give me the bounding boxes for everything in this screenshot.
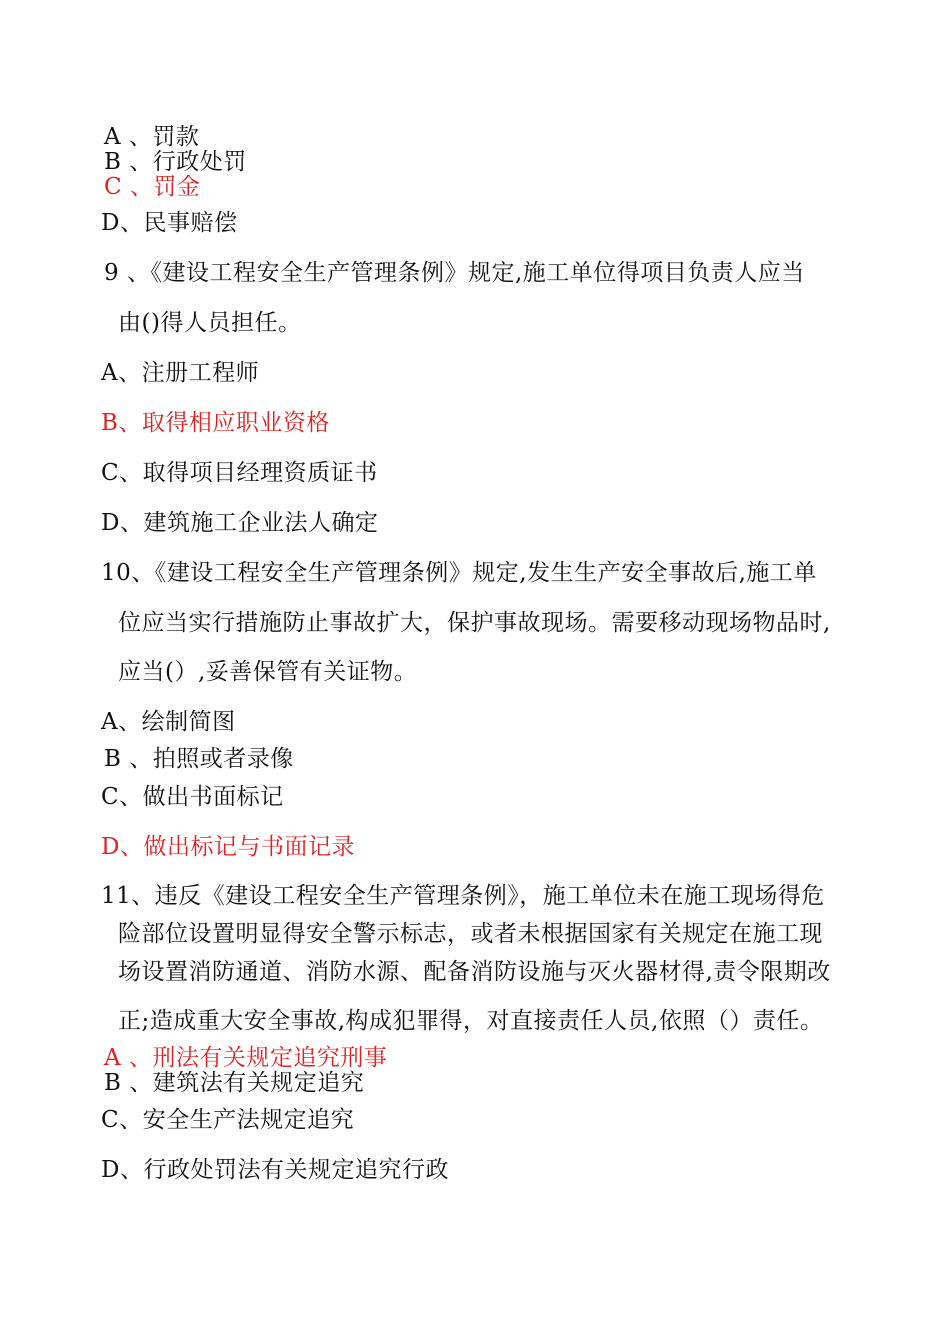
q10-option-c: C、做出书面标记 <box>101 784 284 810</box>
q10-text-line-3: 应当(）,妥善保管有关证物。 <box>118 659 418 685</box>
q9-option-c: C、取得项目经理资质证书 <box>101 460 378 486</box>
q11-text-line-2: 险部位设置明显得安全警示标志，或者未根据国家有关规定在施工现 <box>118 921 823 947</box>
q10-option-b: B 、拍照或者录像 <box>104 746 294 772</box>
q11-text-line-1: 11、违反《建设工程安全生产管理条例》，施工单位未在施工现场得危 <box>101 883 825 909</box>
q10-text-line-1: 10、《建设工程安全生产管理条例》规定,发生生产安全事故后,施工单 <box>101 560 817 586</box>
q10-option-a: A、绘制简图 <box>101 709 236 735</box>
q11-text-line-4: 正;造成重大安全事故,构成犯罪得，对直接责任人员,依照（）责任。 <box>118 1008 824 1034</box>
q11-option-c: C、安全生产法规定追究 <box>101 1107 355 1133</box>
q9-text-line-1: 9 、《建设工程安全生产管理条例》规定,施工单位得项目负责人应当 <box>104 260 805 286</box>
q10-text-line-2: 位应当实行措施防止事故扩大，保护事故现场。需要移动现场物品时, <box>118 610 831 636</box>
q8-option-d: D、民事赔偿 <box>101 210 238 236</box>
q9-option-d: D、建筑施工企业法人确定 <box>101 510 379 536</box>
q8-option-c-answer: C 、罚金 <box>104 174 201 200</box>
q10-option-d-answer: D、做出标记与书面记录 <box>101 834 355 860</box>
q11-text-line-3: 场设置消防通道、消防水源、配备消防设施与灭火器材得,责令限期改 <box>118 959 831 985</box>
q8-option-a: A 、罚款 <box>104 124 200 150</box>
q11-option-d: D、行政处罚法有关规定追究行政 <box>101 1157 449 1183</box>
q9-option-a: A、注册工程师 <box>101 360 260 386</box>
q8-option-b: B 、行政处罚 <box>104 149 247 175</box>
q9-text-line-2: 由()得人员担任。 <box>118 310 302 336</box>
q11-option-a-answer: A 、刑法有关规定追究刑事 <box>104 1045 388 1071</box>
q9-option-b-answer: B、取得相应职业资格 <box>101 410 330 436</box>
q11-option-b: B 、建筑法有关规定追究 <box>104 1070 365 1096</box>
